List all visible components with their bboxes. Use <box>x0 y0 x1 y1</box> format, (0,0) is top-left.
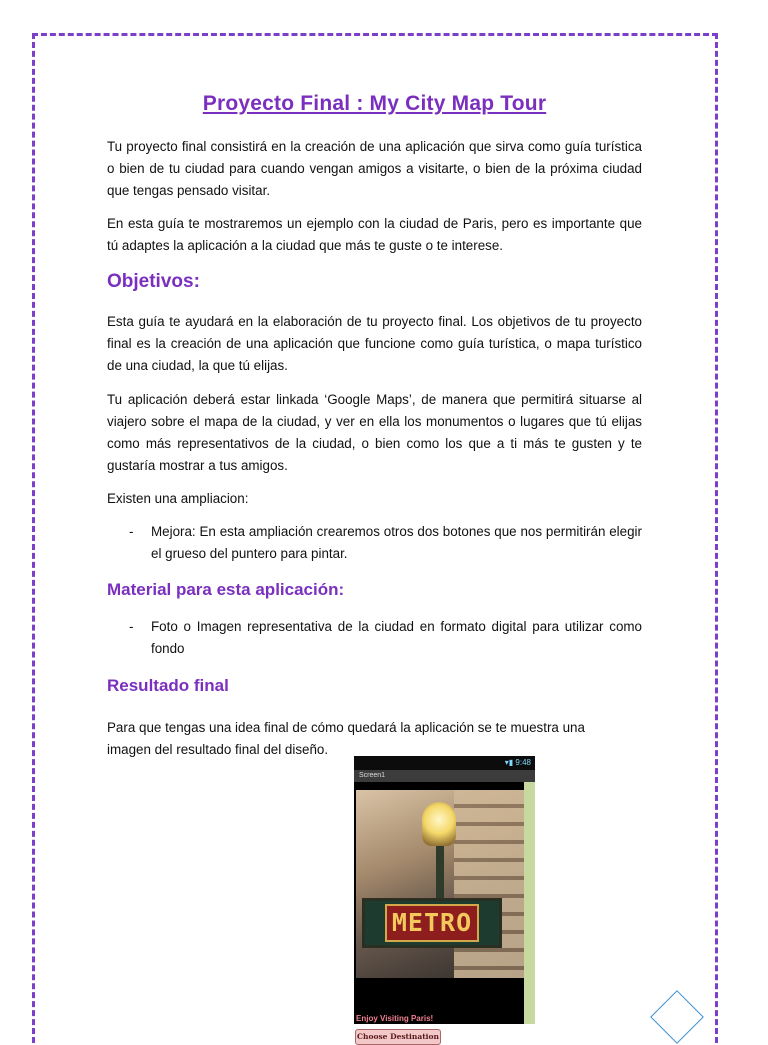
resultado-paragraph-line-1: Para que tengas una idea final de cómo quedará la aplicación se te muestra una <box>107 720 585 735</box>
list-item <box>107 521 642 565</box>
material-list <box>107 616 642 660</box>
phone-side-panel <box>524 782 535 1024</box>
page-title: Proyecto Final : My City Map Tour <box>202 92 547 115</box>
list-item-text: Foto o Imagen representativa de la ciudad en formato digital para utilizar como fondo <box>151 619 642 656</box>
resultado-paragraph-line-2: imagen del resultado final del diseño. <box>107 742 329 757</box>
metro-sign <box>362 898 502 948</box>
objetivos-paragraph-1: Esta guía te ayudará en la elaboración de tu proyecto final. Los objetivos de tu proyecto final es la creación de una aplicación que funcione como guía turística, o mapa turístico de una ciudad, la que tú elijas. <box>107 314 642 373</box>
lamp-icon <box>422 802 456 846</box>
phone-status-bar: ▾▮ 9:48 <box>354 756 535 770</box>
ampliacion-paragraph: Existen una ampliacion: <box>107 491 249 506</box>
objetivos-heading: Objetivos: <box>107 271 200 292</box>
ampliacion-list <box>107 521 642 565</box>
lamppost-image <box>436 846 444 906</box>
resultado-heading: Resultado final <box>107 676 229 695</box>
list-item <box>107 616 642 660</box>
objetivos-paragraph-2: Tu aplicación deberá estar linkada ‘Google Maps’, de manera que permitirá situarse al viajero sobre el mapa de la ciudad, y ver en ella los monumentos o lugares que tú elijas como más representativos de la ciudad, o bien como los que a ti más te gusten y te gustaría mostrar a tus amigos. <box>107 392 642 473</box>
phone-screen-title: Screen1 <box>354 770 535 782</box>
app-screenshot <box>354 756 535 1041</box>
material-heading: Material para esta aplicación: <box>107 580 345 599</box>
list-item-text: Mejora: En esta ampliación crearemos otros dos botones que nos permitirán elegir el grueso del puntero para pintar. <box>151 524 642 561</box>
phone-screen <box>354 782 524 1041</box>
phone-caption: Enjoy Visiting Paris! <box>356 1014 434 1023</box>
bullet-dash: - <box>129 619 134 634</box>
intro-paragraph-2: En esta guía te mostraremos un ejemplo con la ciudad de Paris, pero es importante que tú adaptes la aplicación a la ciudad que más te guste o te interese. <box>107 216 642 253</box>
intro-paragraph-1: Tu proyecto final consistirá en la creación de una aplicación que sirva como guía turística o bien de tu ciudad para cuando vengan amigos a visitarte, o bien de la próxima ciudad que tengas pensado visitar. <box>107 139 642 198</box>
building-image <box>454 790 524 978</box>
metro-sign-text: METRO <box>385 904 479 942</box>
document-body <box>107 92 642 761</box>
metro-photo <box>356 790 524 978</box>
bullet-dash: - <box>129 524 134 539</box>
choose-destination-button[interactable]: Choose Destination <box>355 1029 441 1045</box>
